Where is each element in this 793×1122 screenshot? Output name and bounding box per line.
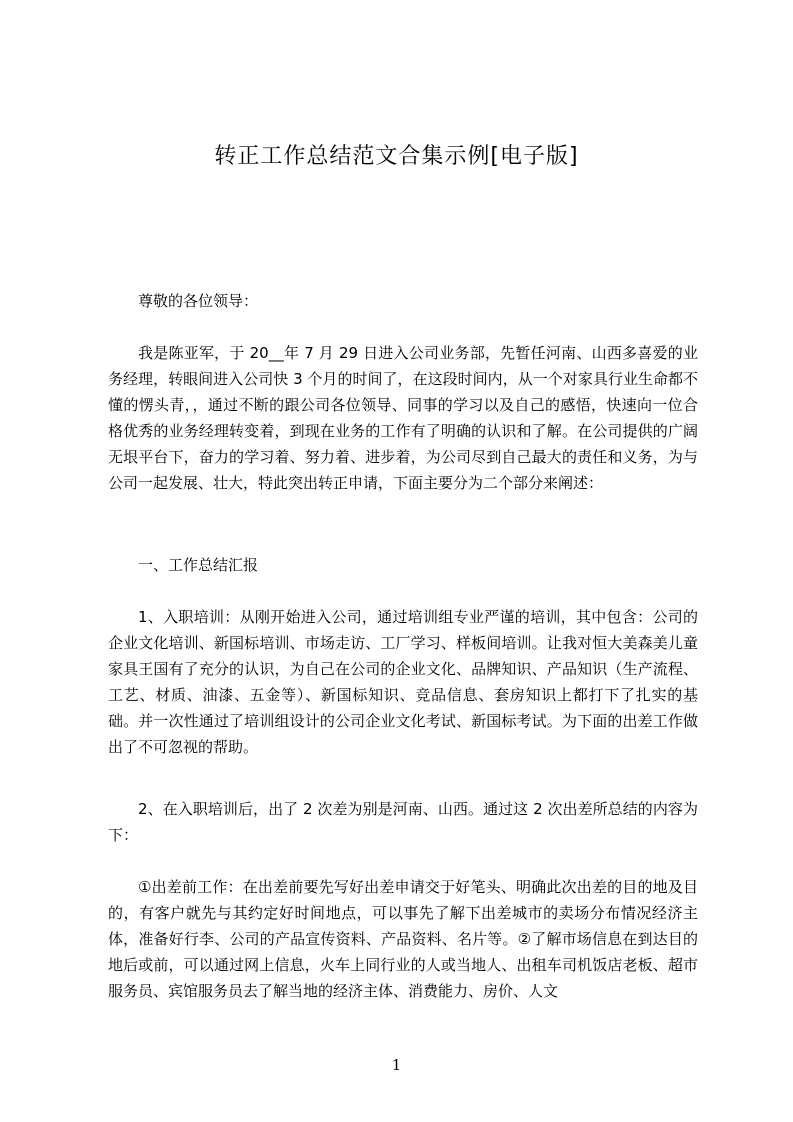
paragraph-business-trips: 2、在入职培训后，出了 2 次差为别是河南、山西。通过这 2 次出差所总结的内容为下： (108, 800, 698, 844)
document-title: 转正工作总结范文合集示例[电子版] (214, 144, 579, 169)
paragraph-intro: 我是陈亚军，于 20__年 7 月 29 日进入公司业务部，先暂任河南、山西多喜爱的业务经理，转眼间进入公司快 3 个月的时间了，在这段时间内，从一个对家具行业生命都不懂的愣头青，，通过不断的跟公司各位领导、同事的学习以及自己的感悟，快速向一位合格优秀的业务经理转变着，到现在业务的工作有了明确的认识和了解。在公司提供的广阔无垠平台下，奋力的学习着、努力着、进步着，为公司尽到自己最大的责任和义务，为与公司一起发展、壮大，特此突出转正申请，下面主要分为二个部分来阐述： (108, 344, 698, 492)
salutation: 尊敬的各位领导： (138, 292, 259, 310)
section-heading: 一、工作总结汇报 (138, 556, 259, 574)
paragraph-pre-trip: ①出差前工作：在出差前要先写好出差申请交于好笔头、明确此次出差的目的地及目的，有客户就先与其约定好时间地点，可以事先了解下出差城市的卖场分布情况经济主体，准备好行李、公司的产品宣传资料、产品资料、名片等。②了解市场信息在到达目的地后或前，可以通过网上信息，火车上同行业的人或当地人、出租车司机饭店老板、超市服务员、宾馆服务员去了解当地的经济主体、消费能力、房价、人文 (108, 878, 698, 1000)
paragraph-training: 1、入职培训：从刚开始进入公司，通过培训组专业严谨的培训，其中包含：公司的企业文化培训、新国标培训、市场走访、工厂学习、样板间培训。让我对恒大美森美儿童家具王国有了充分的认识，为自己在公司的企业文化、品牌知识、产品知识（生产流程、工艺、材质、油漆、五金等）、新国标知识、竞品信息、套房知识上都打下了扎实的基础。并一次性通过了培训组设计的公司企业文化考试、新国标考试。为下面的出差工作做出了不可忽视的帮助。 (108, 608, 698, 756)
page-number: 1 (391, 1056, 402, 1074)
